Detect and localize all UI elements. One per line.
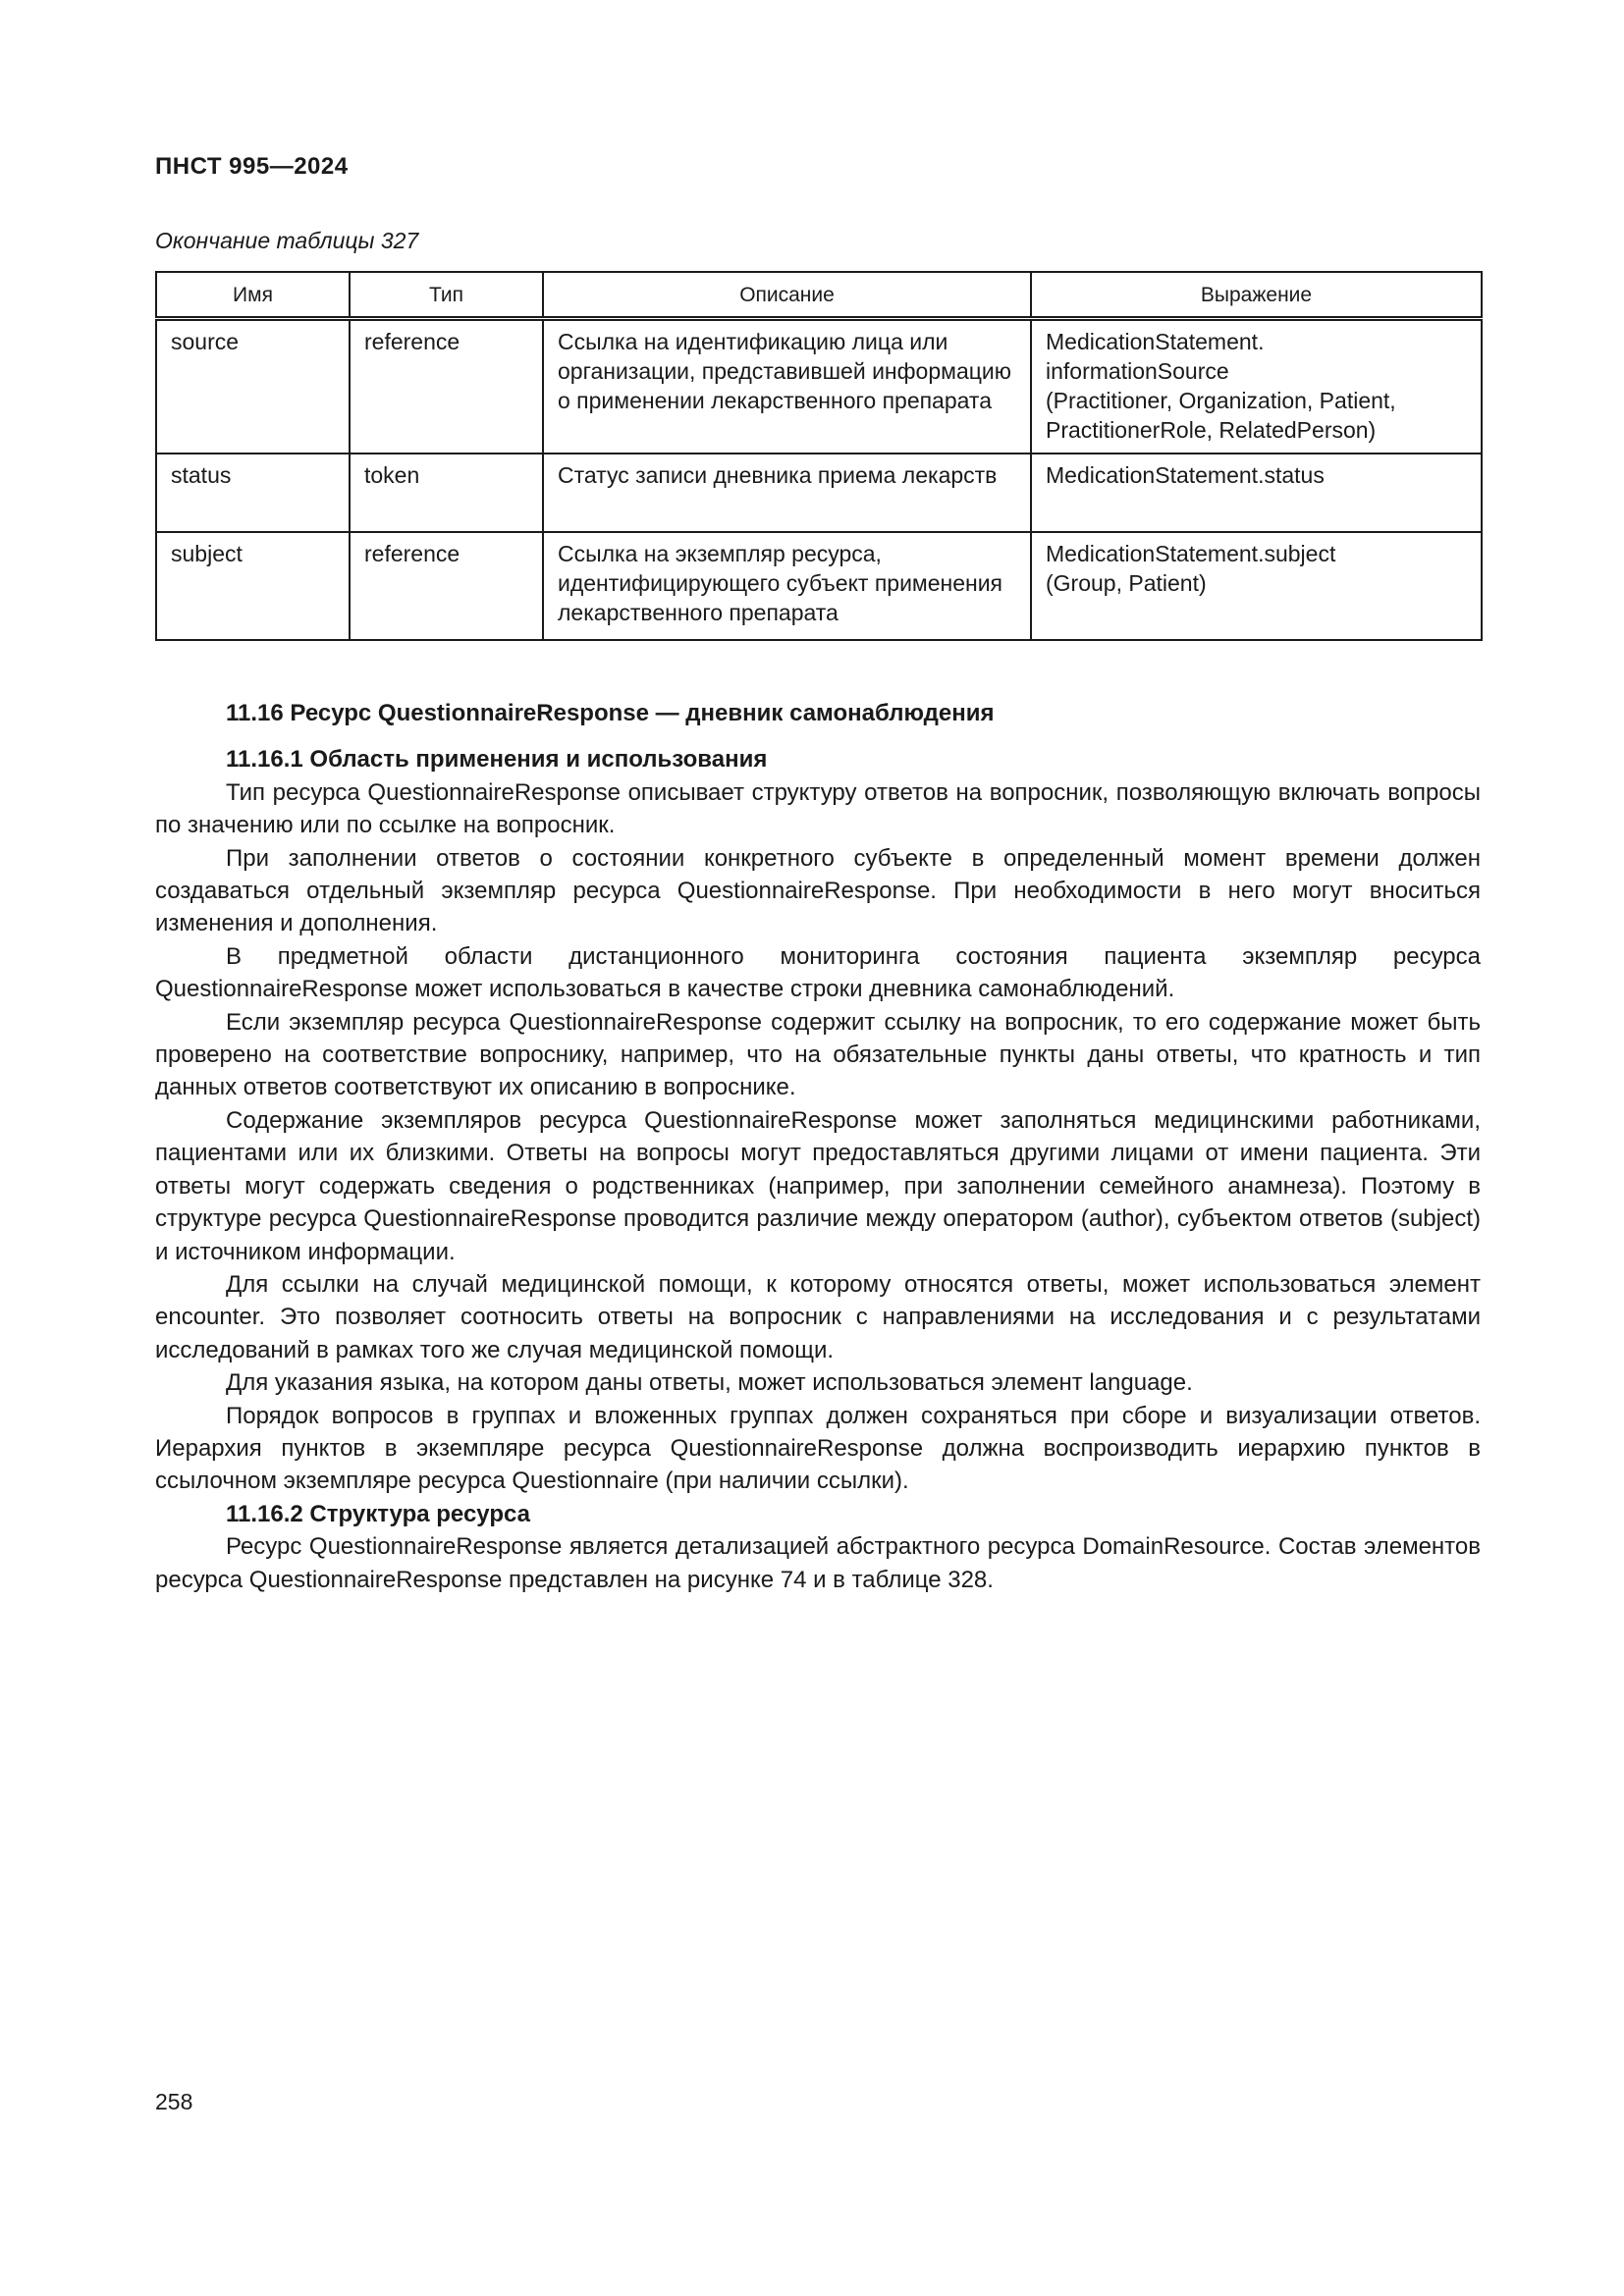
expression-line: MedicationStatement.subject	[1046, 541, 1336, 566]
paragraph: Содержание экземпляров ресурса QuestionnaireResponse может заполняться медицинскими работниками, пациентами или их близкими. Ответы на вопросы могут предоставляться другими лицами от имени пациента. Эти ответы могут содержать сведения о родственниках (например, при заполнении семейного анамнеза). Поэтому в структуре ресурса QuestionnaireResponse проводится различие между оператором (author), субъектом ответов (subject) и источником информации.	[155, 1106, 1481, 1265]
subsection-heading-scope: 11.16.1 Область применения и использования	[226, 746, 768, 774]
section-heading: 11.16 Ресурс QuestionnaireResponse — дневник самонаблюдения	[226, 700, 995, 726]
data-table	[155, 271, 1483, 641]
paragraph: В предметной области дистанционного мониторинга состояния пациента экземпляр ресурса QuestionnaireResponse может использоваться в качестве строки дневника самонаблюдений.	[155, 942, 1481, 1003]
table-row	[156, 319, 1482, 454]
page-number: 258	[155, 2089, 193, 2114]
document-code: ПНСТ 995—2024	[155, 153, 349, 180]
expression-line: PractitionerRole, RelatedPerson)	[1046, 417, 1377, 443]
paragraph: Для указания языка, на котором даны ответы, может использоваться элемент language.	[226, 1369, 1193, 1397]
cell-expression	[1031, 319, 1482, 454]
table-header-row	[156, 272, 1482, 319]
column-header-expression: Выражение	[1031, 272, 1482, 319]
section-body	[155, 697, 1481, 1596]
paragraph: Порядок вопросов в группах и вложенных группах должен сохраняться при сборе и визуализации ответов. Иерархия пунктов в экземпляре ресурса QuestionnaireResponse должна воспроизводить иерархию пунктов в ссылочном экземпляре ресурса Questionnaire (при наличии ссылки).	[155, 1402, 1481, 1495]
cell-description: Ссылка на экземпляр ресурса, идентифицирующего субъект применения лекарственного препарата	[543, 532, 1031, 640]
cell-expression	[1031, 454, 1482, 532]
paragraph: Для ссылки на случай медицинской помощи, к которому относятся ответы, может использоваться элемент encounter. Это позволяет соотносить ответы на вопросник с направлениями на исследования и с результатами исследований в рамках того же случая медицинской помощи.	[155, 1270, 1481, 1363]
cell-description: Статус записи дневника приема лекарств	[543, 454, 1031, 532]
expression-line: informationSource	[1046, 358, 1229, 384]
cell-name: source	[156, 319, 350, 454]
cell-type: token	[350, 454, 543, 532]
paragraph: При заполнении ответов о состоянии конкретного субъекте в определенный момент времени должен создаваться отдельный экземпляр ресурса QuestionnaireResponse. При необходимости в него могут вноситься изменения и дополнения.	[155, 844, 1481, 937]
cell-type: reference	[350, 532, 543, 640]
column-header-description: Описание	[543, 272, 1031, 319]
column-header-name: Имя	[156, 272, 350, 319]
table-caption: Окончание таблицы 327	[155, 228, 419, 253]
expression-line: MedicationStatement.status	[1046, 462, 1325, 488]
cell-description: Ссылка на идентификацию лица или организации, представившей информацию о применении лекарственного препарата	[543, 319, 1031, 454]
column-header-type: Тип	[350, 272, 543, 319]
subsection-heading-structure: 11.16.2 Структура ресурса	[226, 1500, 530, 1527]
expression-line: (Group, Patient)	[1046, 570, 1207, 596]
expression-line: (Practitioner, Organization, Patient,	[1046, 388, 1396, 413]
cell-name: subject	[156, 532, 350, 640]
cell-expression	[1031, 532, 1482, 640]
cell-type: reference	[350, 319, 543, 454]
paragraph: Ресурс QuestionnaireResponse является детализацией абстрактного ресурса DomainResource. Состав элементов ресурса QuestionnaireResponse представлен на рисунке 74 и в таблице 328.	[155, 1533, 1481, 1593]
paragraph: Если экземпляр ресурса QuestionnaireResponse содержит ссылку на вопросник, то его содержание может быть проверено на соответствие вопроснику, например, что на обязательные пункты даны ответы, что кратность и тип данных ответов соответствуют их описанию в вопроснике.	[155, 1008, 1481, 1101]
table-row	[156, 532, 1482, 640]
paragraph: Тип ресурса QuestionnaireResponse описывает структуру ответов на вопросник, позволяющую включать вопросы по значению или по ссылке на вопросник.	[155, 778, 1481, 839]
expression-line: MedicationStatement.	[1046, 329, 1265, 354]
table-row	[156, 454, 1482, 532]
cell-name: status	[156, 454, 350, 532]
